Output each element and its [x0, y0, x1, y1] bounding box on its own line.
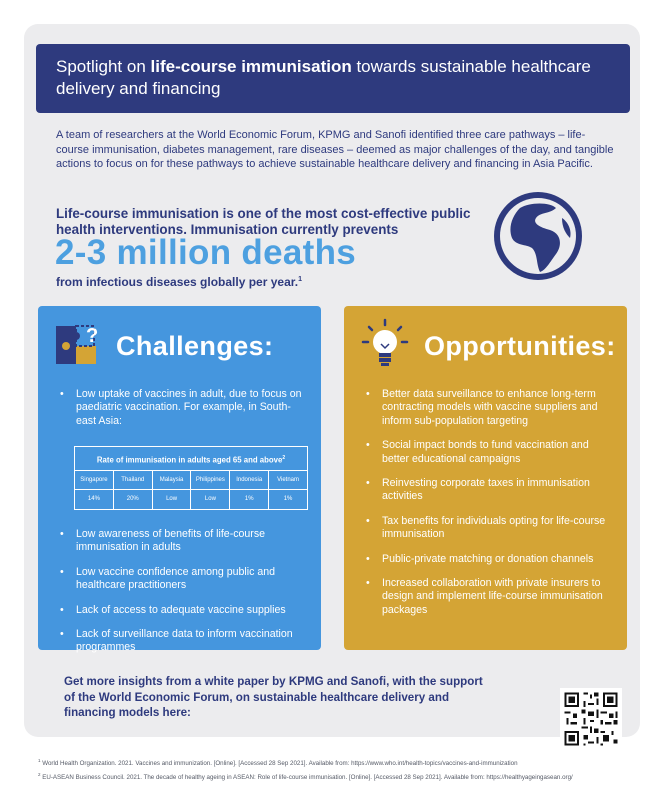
stat-tail: from infectious diseases globally per year.$^1$ [56, 275, 302, 289]
immunisation-table [74, 446, 308, 510]
table-header-cell: Philippines [191, 471, 230, 489]
challenges-list-more [60, 528, 307, 655]
globe-icon [490, 188, 586, 284]
table-header-cell: Indonesia [230, 471, 269, 489]
banner-bold: life-course immunisation [150, 57, 352, 76]
list-item: • Low uptake of vaccines in adult, due to focus on paediatric vaccination. For example, in South-east Asia: [60, 388, 307, 428]
challenges-list [60, 388, 307, 428]
header-banner [36, 44, 630, 113]
list-item: • Low awareness of benefits of life-course immunisation in adults [60, 528, 307, 555]
opportunities-header [344, 306, 627, 376]
reference-item: $^1$ World Health Organization. 2021. Vaccines and immunization. [Online]. [Accessed 28 Sep 2021]. Available from: https://www.who.int/health-topics/vaccines-and-immunization [38, 758, 518, 768]
qr-code[interactable] [560, 688, 622, 750]
table-value-cell: 20% [114, 490, 153, 509]
table-value-cell: Low [153, 490, 192, 509]
opportunities-list [366, 388, 613, 617]
stat-headline: 2-3 million deaths [55, 233, 357, 272]
footnote-ref-2: 2 [282, 455, 286, 461]
lightbulb-icon [360, 318, 410, 368]
banner-post: towards sustainable healthcare delivery and financing [56, 57, 591, 98]
table-header-cell: Malaysia [153, 471, 192, 489]
list-item: • Lack of surveillance data to inform vaccination programmes [60, 628, 307, 655]
table-header-cell: Singapore [75, 471, 114, 489]
table-value-cell: 1% [230, 490, 269, 509]
list-item: • Low vaccine confidence among public and healthcare practitioners [60, 566, 307, 593]
table-value-row [75, 490, 307, 509]
table-header-row [75, 471, 307, 490]
footnote-ref-1: 1 [298, 276, 302, 283]
list-item: • Lack of access to adequate vaccine supplies [60, 604, 307, 617]
stat-lead: Life-course immunisation is one of the most cost-effective public health interventions. Immunisation currently prevents [56, 206, 471, 237]
opportunities-title: Opportunities: [424, 331, 616, 361]
table-value-cell: Low [191, 490, 230, 509]
challenges-title: Challenges: [116, 331, 274, 361]
list-item: • Tax benefits for individuals opting for life-course immunisation [366, 515, 613, 542]
list-item: • Social impact bonds to fund vaccination and better educational campaigns [366, 439, 613, 466]
list-item: • Better data surveillance to enhance long-term contracting models with vaccine suppliers and inform sub-population targeting [366, 388, 613, 428]
challenges-header [38, 306, 321, 376]
infographic-card [24, 24, 640, 737]
references [38, 755, 638, 783]
list-item: • Increased collaboration with private insurers to design and implement life-course immunisation packages [366, 577, 613, 617]
table-title: Rate of immunisation in adults aged 65 and above$^2$ [75, 447, 307, 471]
banner-pre: Spotlight on [56, 57, 151, 76]
table-header-cell: Vietnam [277, 477, 299, 483]
table-value-cell: 1% [283, 496, 293, 502]
svg-text:?: ? [86, 325, 99, 347]
list-item: • Reinvesting corporate taxes in immunisation activities [366, 477, 613, 504]
table-header-cell: Thailand [114, 471, 153, 489]
list-item: • Public-private matching or donation channels [366, 553, 613, 566]
opportunities-panel [344, 306, 627, 650]
white-paper-cta: Get more insights from a white paper by KPMG and Sanofi, with the support of the World Economic Forum, on sustainable healthcare delivery and financing models here: [64, 675, 483, 719]
challenges-panel [38, 306, 321, 654]
table-value-cell: 14% [75, 490, 114, 509]
intro-text: A team of researchers at the World Economic Forum, KPMG and Sanofi identified three care pathways – life-course immunisation, diabetes management, rare diseases – deemed as major challenges of the day, and tangible actions to focus on for these pathways to achieve sustainable healthcare delivery and financing in Asia Pacific. [56, 129, 614, 170]
reference-item: $^2$ EU-ASEAN Business Council. 2021. The decade of healthy ageing in ASEAN: Role of life-course immunisation. [Online]. [Accessed 28 Sep 2021]. Available from: https://healthyageingasean.org/ [38, 772, 573, 782]
puzzle-question-icon [54, 318, 104, 368]
